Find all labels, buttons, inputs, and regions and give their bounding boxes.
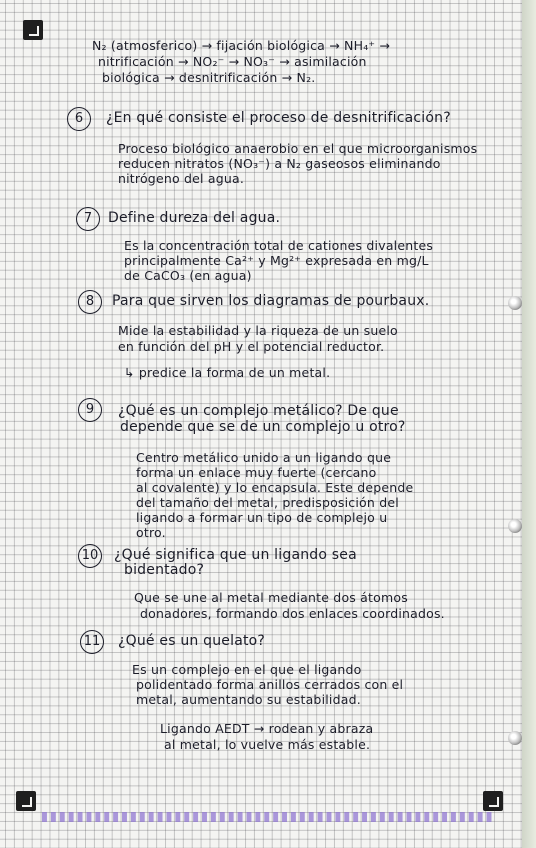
page-dash-strip	[42, 812, 492, 822]
answer-11-line-1: Es un complejo en el que el ligando	[132, 662, 362, 677]
corner-marker-bottom-left	[16, 791, 36, 811]
question-8-number: 8	[78, 290, 102, 314]
answer-11-line-3: metal, aumentando su estabilidad.	[136, 692, 361, 707]
binder-hole	[508, 296, 522, 310]
corner-marker-bottom-right	[483, 791, 503, 811]
answer-11-line-2: polidentado forma anillos cerrados con el	[136, 677, 404, 692]
answer-9-line-5: ligando a formar un tipo de complejo u	[136, 510, 388, 525]
corner-marker-top-left	[23, 20, 43, 40]
question-10-number: 10	[78, 544, 102, 568]
binder-hole	[508, 731, 522, 745]
intro-line-2: nitrificación → NO₂⁻ → NO₃⁻ → asimilación	[98, 54, 367, 69]
answer-8-line-2: en función del pH y el potencial reductor.	[118, 339, 385, 354]
answer-6-line-1: Proceso biológico anaerobio en el que microorganismos	[118, 141, 478, 156]
answer-11-line-4: Ligando AEDT → rodean y abraza	[160, 721, 374, 736]
page-edge	[522, 0, 536, 848]
question-10-text-line-2: bidentado?	[124, 562, 205, 578]
answer-9-line-1: Centro metálico unido a un ligando que	[136, 450, 392, 465]
question-11-number: 11	[80, 630, 104, 654]
question-9-text-line-1: ¿Qué es un complejo metálico? De que	[118, 403, 399, 419]
answer-9-line-2: forma un enlace muy fuerte (cercano	[136, 465, 377, 480]
answer-9-line-4: del tamaño del metal, predisposición del	[136, 495, 399, 510]
answer-10-line-2: donadores, formando dos enlaces coordinados.	[140, 606, 445, 621]
question-10-text-line-1: ¿Qué significa que un ligando sea	[114, 547, 357, 563]
intro-line-3: biológica → desnitrificación → N₂.	[102, 70, 316, 85]
intro-line-1: N₂ (atmosferico) → fijación biológica → NH₄⁺ →	[92, 38, 391, 53]
question-9-number: 9	[78, 398, 102, 422]
answer-7-line-3: de CaCO₃ (en agua)	[124, 268, 252, 283]
answer-7-line-1: Es la concentración total de cationes divalentes	[124, 238, 434, 253]
question-9-text-line-2: depende que se de un complejo u otro?	[120, 419, 406, 435]
answer-8-line-1: Mide la estabilidad y la riqueza de un suelo	[118, 323, 398, 338]
question-11-text: ¿Qué es un quelato?	[118, 633, 266, 649]
question-7-text: Define dureza del agua.	[108, 210, 281, 226]
binder-hole	[508, 519, 522, 533]
question-6-text: ¿En qué consiste el proceso de desnitrificación?	[106, 110, 451, 126]
answer-10-line-1: Que se une al metal mediante dos átomos	[134, 590, 408, 605]
answer-6-line-2: reducen nitratos (NO₃⁻) a N₂ gaseosos eliminando	[118, 156, 441, 171]
question-8-text: Para que sirven los diagramas de pourbaux.	[112, 293, 430, 309]
question-7-number: 7	[76, 207, 100, 231]
answer-9-line-3: al covalente) y lo encapsula. Este depende	[136, 480, 414, 495]
answer-8-line-3: ↳ predice la forma de un metal.	[124, 365, 331, 380]
answer-9-line-6: otro.	[136, 525, 166, 540]
answer-11-line-5: al metal, lo vuelve más estable.	[164, 737, 371, 752]
answer-6-line-3: nitrógeno del agua.	[118, 171, 244, 186]
question-6-number: 6	[67, 107, 91, 131]
answer-7-line-2: principalmente Ca²⁺ y Mg²⁺ expresada en mg/L	[124, 253, 429, 268]
